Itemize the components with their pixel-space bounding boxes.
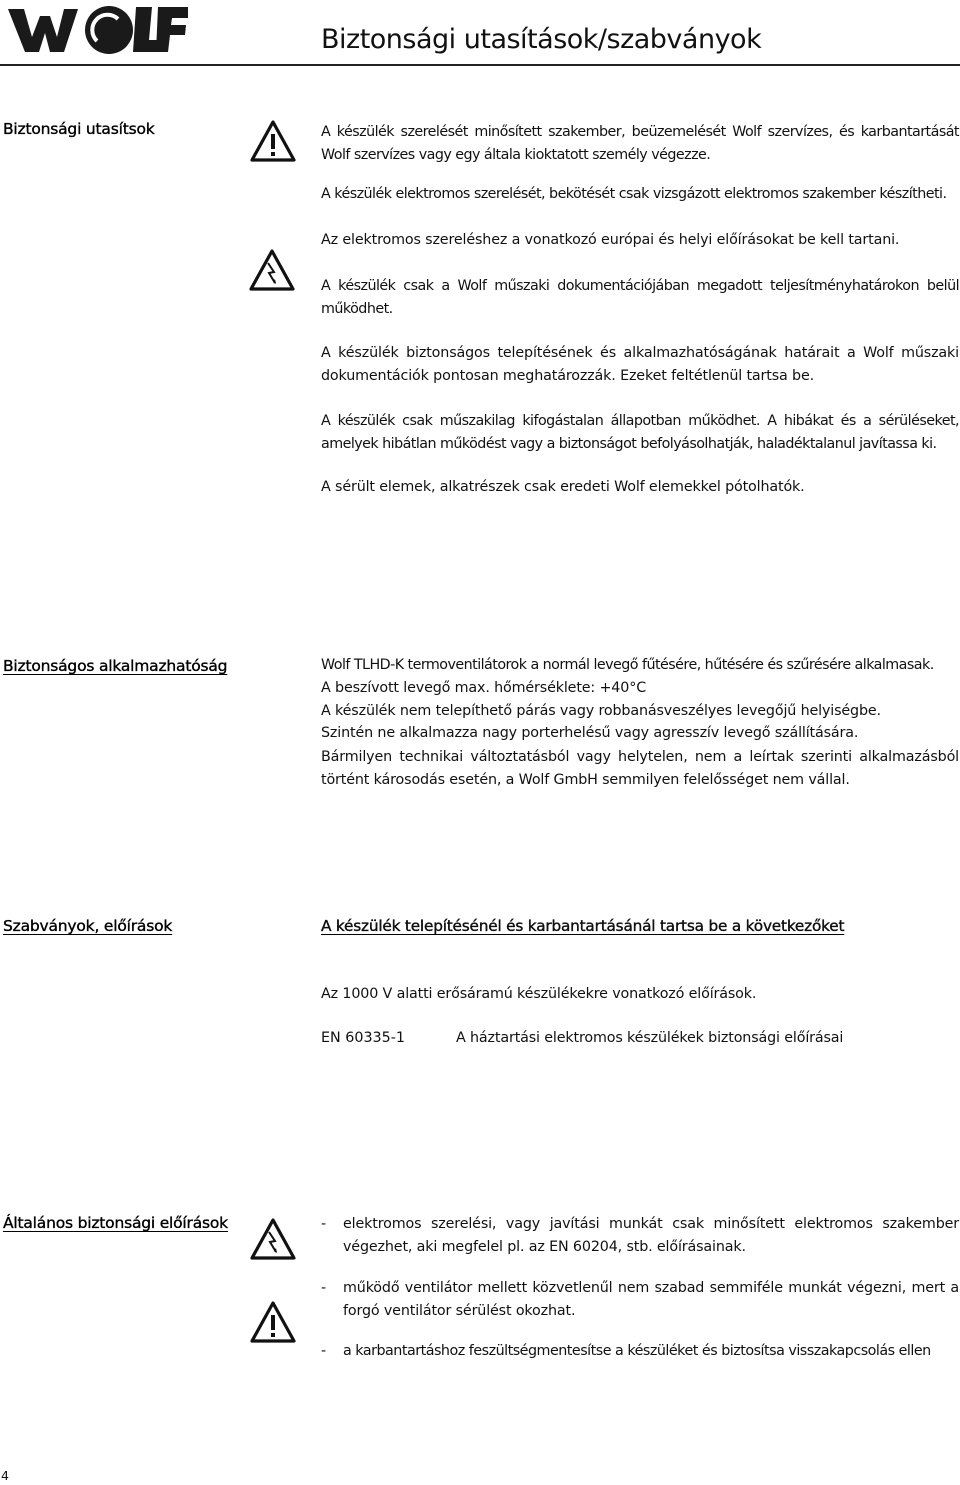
- safety-heading: Biztonsági utasítsok: [3, 120, 155, 138]
- header-rule: [0, 64, 960, 66]
- standards-paragraph: Az 1000 V alatti erősáramú készülékekre vonatkozó előírások.: [321, 986, 757, 1002]
- applicability-line-2: A beszívott levegő max. hőmérséklete: +40°C: [321, 680, 647, 696]
- logo-text: WOLF: [6, 4, 9, 5]
- wolf-logo: [6, 4, 188, 56]
- safety-paragraph-2: A készülék elektromos szerelését, bekötését csak vizsgázott elektromos szakember készítheti.: [321, 186, 947, 202]
- general-heading: Általános biztonsági előírások: [3, 1214, 228, 1232]
- safety-paragraph-4: A készülék csak a Wolf műszaki dokumentációjában megadott teljesítményhatárokon belül működhet.: [321, 278, 959, 317]
- applicability-line-1: Wolf TLHD-K termoventilátorok a normál levegő fűtésére, hűtésére és szűrésére alkalmasak.: [321, 657, 934, 673]
- applicability-line-4: Szintén ne alkalmazza nagy porterhelésű vagy agresszív levegő szállítására.: [321, 725, 859, 741]
- safety-paragraph-6: A készülék csak műszakilag kifogástalan állapotban működhet. A hibákat és a sérüléseket, amelyek hibátlan működést vagy a biztonságot befolyásolhatják, haladéktalanul javítassa ki.: [321, 413, 959, 452]
- standard-description: A háztartási elektromos készülékek biztonsági előírásai: [456, 1030, 844, 1046]
- safety-paragraph-7: A sérült elemek, alkatrészek csak eredeti Wolf elemekkel pótolhatók.: [321, 479, 805, 495]
- standards-heading: Szabványok, előírások: [3, 917, 173, 935]
- list-item-text: működő ventilátor mellett közvetlenűl nem szabad semmiféle munkát végezni, mert a forgó ventilátor sérülést okozhat.: [343, 1280, 959, 1319]
- warning-icon: [250, 119, 296, 167]
- standards-bold-line: A készülék telepítésénél és karbantartásánál tartsa be a következőket: [321, 917, 845, 935]
- list-item: [321, 1213, 959, 1259]
- list-dash: -: [321, 1343, 326, 1359]
- list-dash: -: [321, 1216, 327, 1232]
- page-title: Biztonsági utasítások/szabványok: [321, 24, 762, 55]
- list-item-text: a karbantartáshoz feszültségmentesítse a készüléket és biztosítsa visszakapcsolás ellen: [343, 1343, 931, 1359]
- general-list: [321, 1340, 959, 1363]
- electrical-hazard-icon: [250, 1217, 296, 1265]
- list-item: [321, 1277, 959, 1323]
- safety-paragraph-1: A készülék szerelését minősített szakember, beüzemelését Wolf szervízes, és karbantartását Wolf szervízes vagy egy általa kioktatott személy végezze.: [321, 124, 959, 163]
- warning-icon: [250, 1300, 296, 1348]
- electrical-hazard-icon: [249, 248, 295, 296]
- safety-paragraph-5: A készülék biztonságos telepítésének és alkalmazhatóságának határait a Wolf műszaki dokumentációk pontosan meghatározzák. Ezeket feltétlenül tartsa be.: [321, 345, 959, 384]
- applicability-line-5: Bármilyen technikai változtatásból vagy helytelen, nem a leírtak szerinti alkalmazásból történt károsodás esetén, a Wolf GmbH semmilyen felelősséget nem vállal.: [321, 749, 959, 788]
- general-list: [321, 1277, 959, 1323]
- list-item-text: elektromos szerelési, vagy javítási munkát csak minősített elektromos szakember végezhet, aki megfelel pl. az EN 60204, stb. előírásainak.: [343, 1216, 959, 1255]
- applicability-heading: Biztonságos alkalmazhatóság: [3, 657, 228, 675]
- general-list: [321, 1213, 959, 1259]
- list-dash: -: [321, 1280, 327, 1296]
- standard-code: EN 60335-1: [321, 1030, 406, 1046]
- safety-paragraph-3: Az elektromos szereléshez a vonatkozó európai és helyi előírásokat be kell tartani.: [321, 232, 900, 248]
- applicability-line-3: A készülék nem telepíthető párás vagy robbanásveszélyes levegőjű helyiségbe.: [321, 703, 881, 719]
- page-number: 4: [1, 1468, 9, 1483]
- list-item: [321, 1340, 959, 1363]
